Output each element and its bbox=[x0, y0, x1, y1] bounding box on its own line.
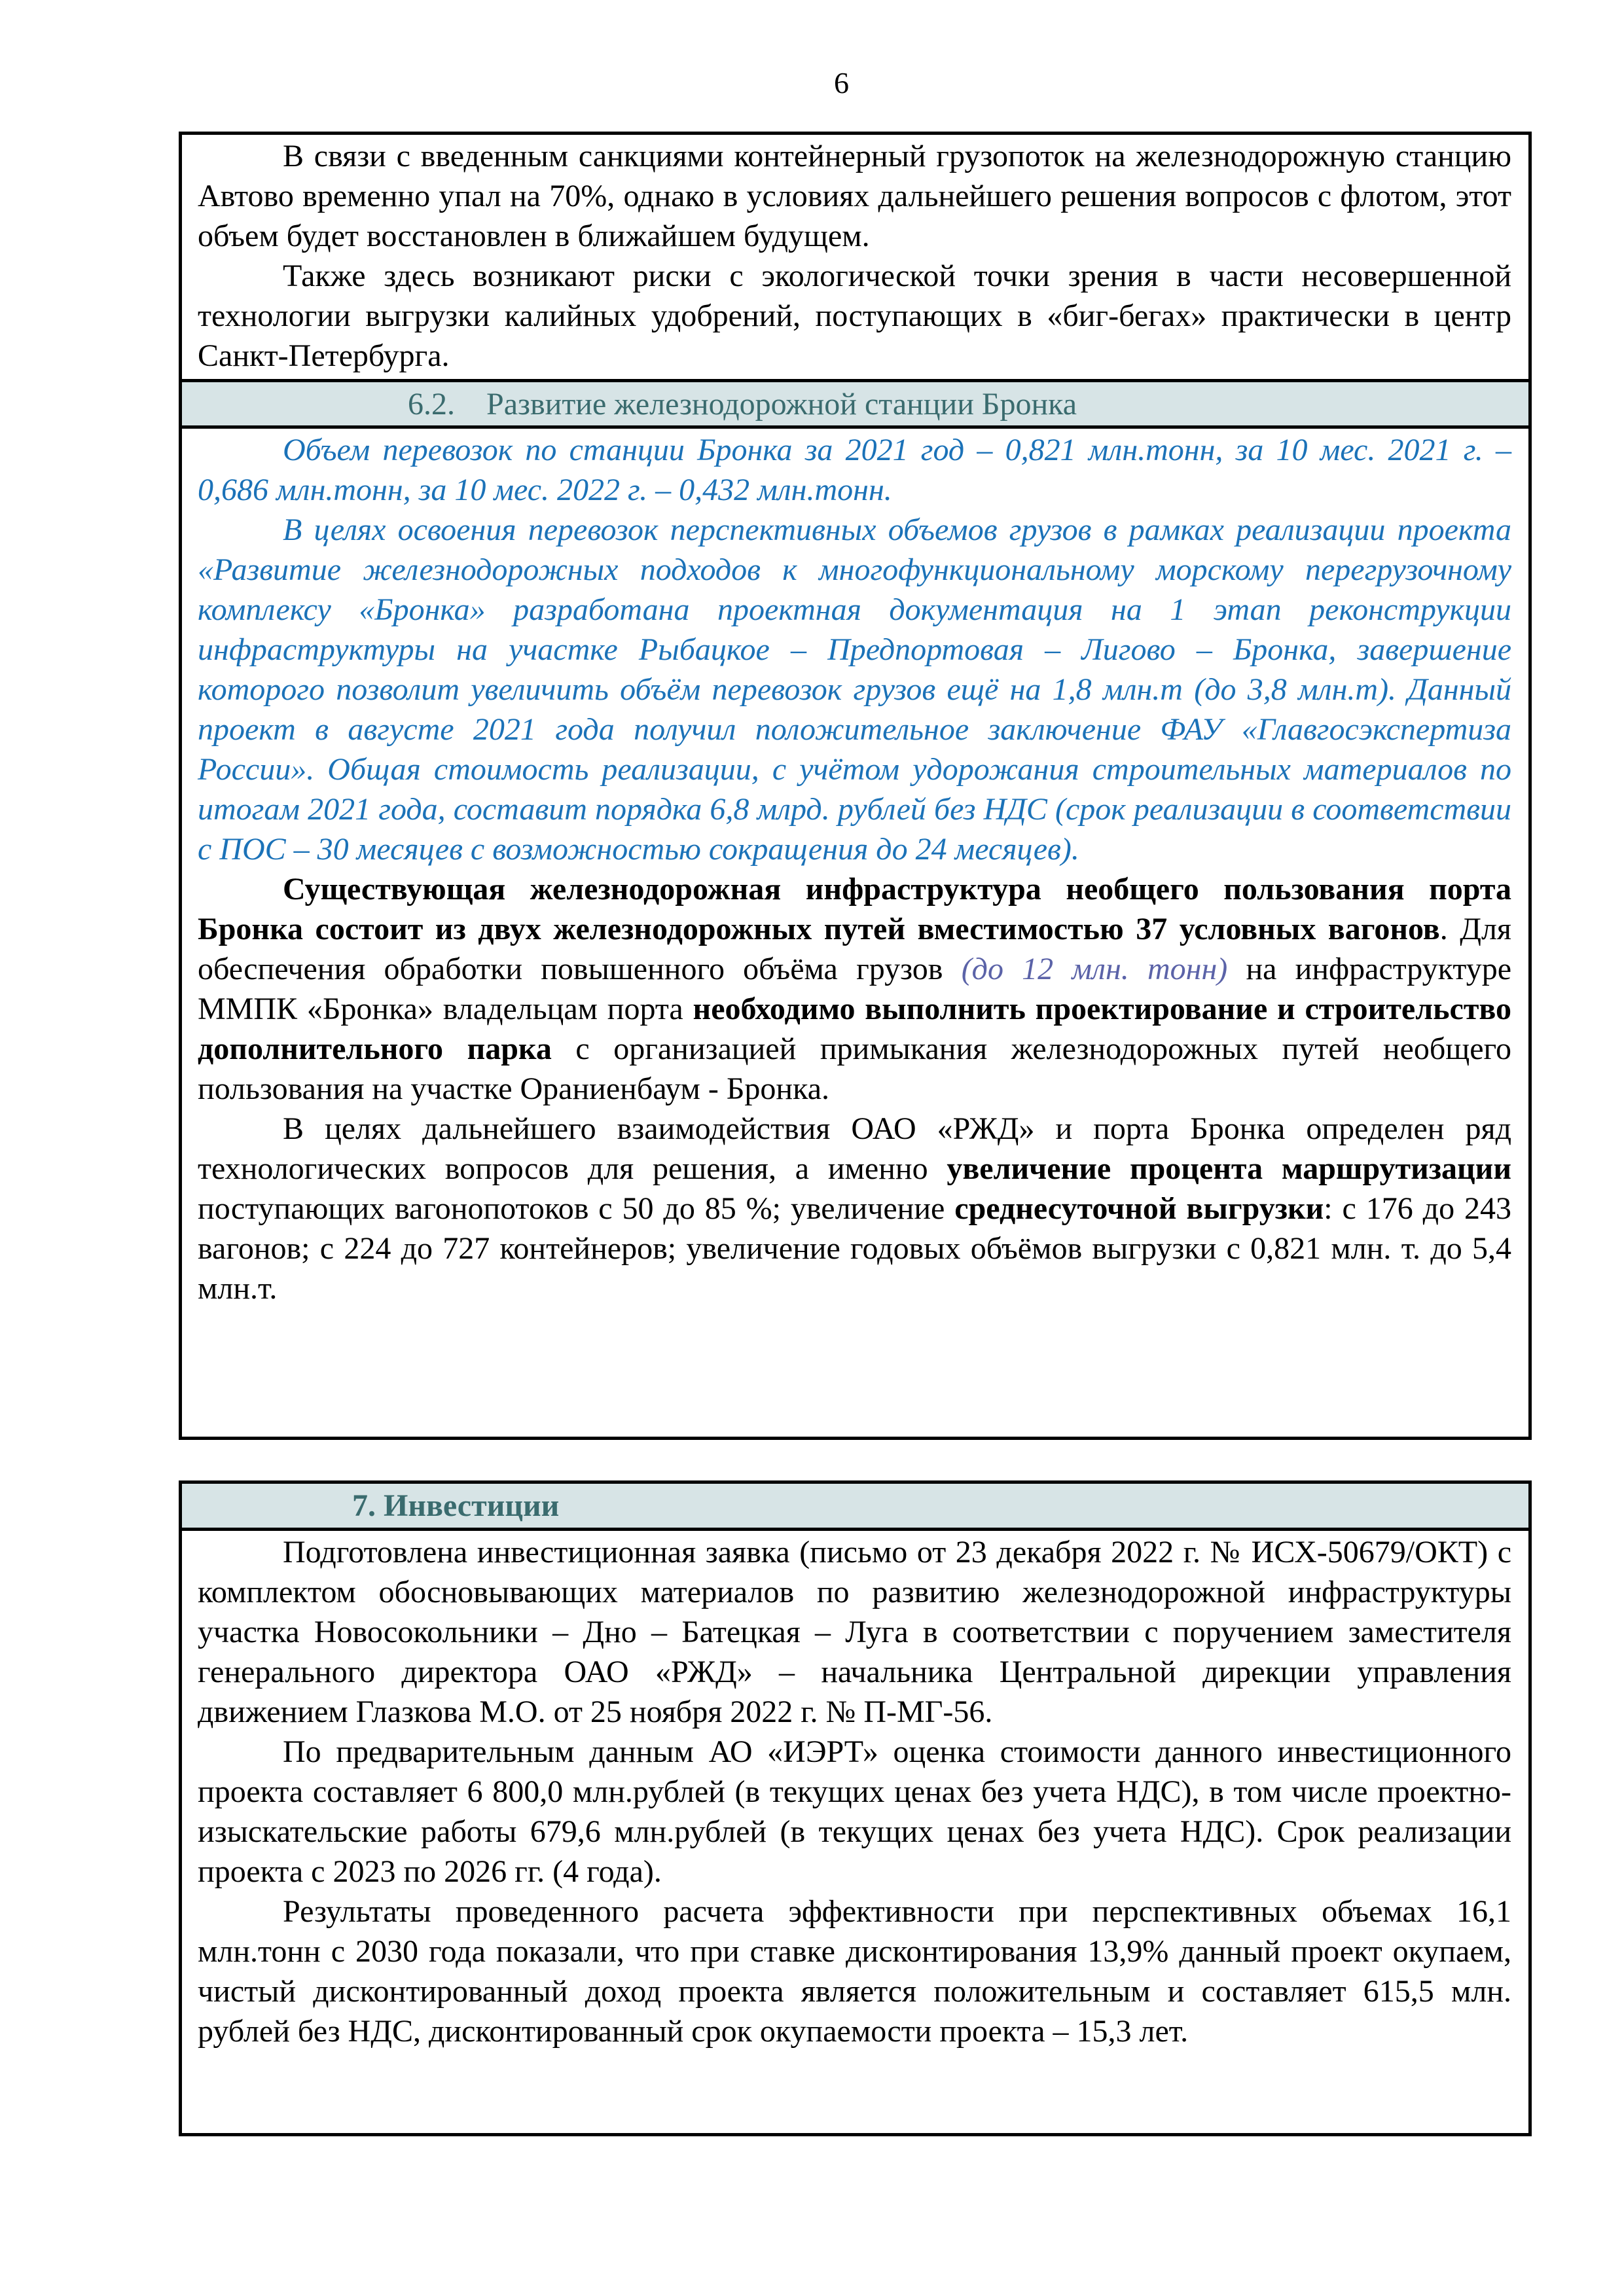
page-number: 6 bbox=[834, 66, 849, 99]
cooperation-normal-2: поступающих вагонопотоков с 50 до 85 %; увеличение bbox=[198, 1191, 955, 1226]
section-6-2-header bbox=[182, 382, 1528, 429]
paragraph-rzd-cooperation bbox=[198, 1109, 1511, 1308]
existing-infrastructure-normal-1: . Для обеспечения обработки повышенного объёма грузов bbox=[198, 912, 1511, 986]
existing-infrastructure-normal-2: на инфраструктуре ММПК «Бронка» владельцам порта bbox=[198, 952, 1511, 1026]
section-6-2-title: Развитие железнодорожной станции Бронка bbox=[486, 386, 1077, 422]
cooperation-normal-1: В целях дальнейшего взаимодействия ОАО «РЖД» и порта Бронка определен ряд технологических вопросов для решения, а именно bbox=[198, 1111, 1511, 1186]
section-6-table bbox=[179, 132, 1532, 1440]
section-7-header bbox=[182, 1484, 1528, 1531]
existing-infrastructure-normal-3: с организацией примыкания железнодорожных путей необщего пользования на участке Ораниенбаум - Бронка. bbox=[198, 1031, 1512, 1106]
existing-infrastructure-bold-2: необходимо выполнить проектирование и строительство дополнительного парка bbox=[198, 992, 1511, 1066]
cooperation-bold-routing: увеличение процента маршрутизации bbox=[947, 1151, 1511, 1186]
paragraph-investment-application: Подготовлена инвестиционная заявка (письмо от 23 декабря 2022 г. № ИСХ-50679/ОКТ) с комплектом обосновывающих материалов по развитию железнодорожной инфраструктуры участка Новосокольники – Дно – Батецкая – Луга в соответствии с поручением заместителя генерального директора ОАО «РЖД» – начальника Центральной дирекции управления движением Глазкова М.О. от 25 ноября 2022 г. № П-МГ-56. bbox=[198, 1535, 1511, 1729]
section-7-title: 7. Инвестиции bbox=[352, 1488, 560, 1523]
section-7-body bbox=[182, 1531, 1528, 2133]
paragraph-ecology-risks: Также здесь возникают риски с экологической точки зрения в части несовершенной технологии выгрузки калийных удобрений, поступающих в «биг-бегах» практически в центр Санкт-Петербурга. bbox=[198, 259, 1511, 373]
existing-infrastructure-purple-note: (до 12 млн. тонн) bbox=[961, 952, 1228, 986]
paragraph-efficiency-results: Результаты проведенного расчета эффективности при перспективных объемах 16,1 млн.тонн с 2030 года показали, что при ставке дисконтирования 13,9% данный проект окупаем, чистый дисконтированный доход проекта является положительным и составляет 615,5 млн. рублей без НДС, дисконтированный срок окупаемости проекта – 15,3 лет. bbox=[198, 1894, 1511, 2049]
cooperation-normal-3: : с 176 до 243 вагонов; с 224 до 727 контейнеров; увеличение годовых объёмов выгрузки с 0,821 млн. т. до 5,4 млн.т. bbox=[198, 1191, 1511, 1306]
cooperation-bold-unloading: среднесуточной выгрузки bbox=[954, 1191, 1324, 1226]
existing-infrastructure-bold: Существующая железнодорожная инфраструктура необщего пользования порта Бронка состоит из двух железнодорожных путей вместимостью 37 условных вагонов bbox=[198, 872, 1511, 946]
paragraph-existing-infrastructure bbox=[198, 869, 1511, 1109]
paragraph-cost-estimate: По предварительным данным АО «ИЭРТ» оценка стоимости данного инвестиционного проекта составляет 6 800,0 млн.рублей (в текущих ценах без учета НДС), в том числе проектно-изыскательские работы 679,6 млн.рублей (в текущих ценах без учета НДС). Срок реализации проекта с 2023 по 2026 гг. (4 года). bbox=[198, 1734, 1511, 1889]
section-6-2-body bbox=[182, 429, 1528, 1437]
section-6-2-number: 6.2. bbox=[408, 386, 455, 422]
paragraph-bronka-project: В целях освоения перевозок перспективных объемов грузов в рамках реализации проекта «Развитие железнодорожных подходов к многофункциональному морскому перегрузочному комплексу «Бронка» разработана проектная документация на 1 этап реконструкции инфраструктуры на участке Рыбацкое – Предпортовая – Лигово – Бронка, завершение которого позволит увеличить объём перевозок грузов ещё на 1,8 млн.т (до 3,8 млн.т). Данный проект в августе 2021 года получил положительное заключение ФАУ «Главгосэкспертиза России». Общая стоимость реализации, с учётом удорожания строительных материалов по итогам 2021 года, составит порядка 6,8 млрд. рублей без НДС (срок реализации в соответствии с ПОС – 30 месяцев с возможностью сокращения до 24 месяцев). bbox=[198, 512, 1511, 867]
section-7-table bbox=[179, 1480, 1532, 2136]
paragraph-sanctions: В связи с введенным санкциями контейнерный грузопоток на железнодорожную станцию Автово временно упал на 70%, однако в условиях дальнейшего решения вопросов с флотом, этот объем будет восстановлен в ближайшем будущем. bbox=[198, 139, 1511, 253]
intro-cell bbox=[182, 135, 1528, 382]
paragraph-bronka-volumes: Объем перевозок по станции Бронка за 2021 год – 0,821 млн.тонн, за 10 мес. 2021 г. – 0,686 млн.тонн, за 10 мес. 2022 г. – 0,432 млн.тонн. bbox=[198, 433, 1511, 507]
